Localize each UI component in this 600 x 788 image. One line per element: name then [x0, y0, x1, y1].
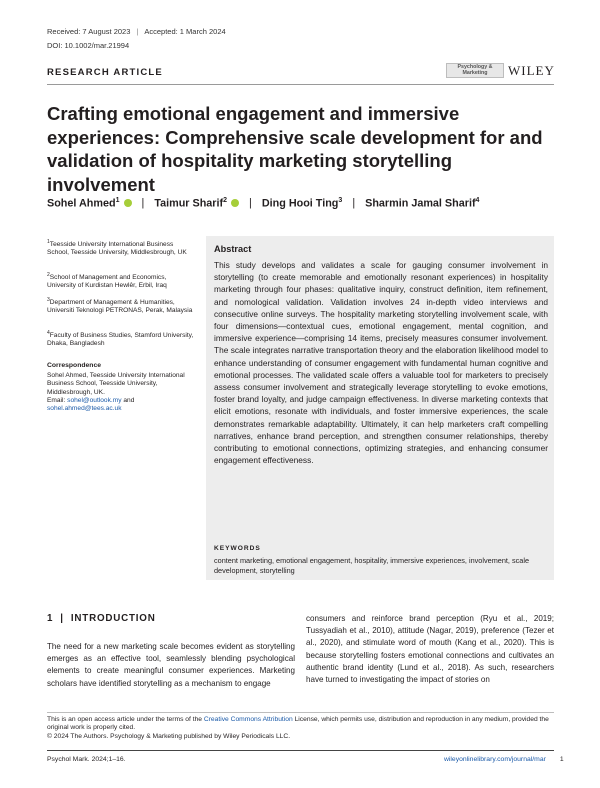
correspondence-body: Sohel Ahmed, Teesside University International Business School, Teesside University, Middlesbrough, UK. Email: sohel@outlook.my and sohel.ahmed@tees.ac.uk [47, 372, 185, 413]
body-text-left-column: The need for a new marketing scale becomes evident as storytelling emerges as an effective tool, seamlessly blending psychological elements to create meaningful consumer experiences. Marketing scholars have identified storytelling as a mechanism to engage [47, 642, 295, 688]
email-link[interactable]: sohel.ahmed@tees.ac.uk [47, 405, 122, 413]
body-text-right-column: consumers and reinforce brand perception (Ryu et al., 2019; Tussyadiah et al., 2010), attitude (Nagar, 2019), preference (Tezer et al., 2020), and stimulate word of mouth (Kang et al., 2020). This is because storytelling fosters emotional connections and cultivates an authentic brand identity (Lund et al., 2018). As such, researchers have turned to investigating the impact of stories on [306, 614, 554, 685]
journal-logo-text: Psychology & Marketing [457, 64, 493, 76]
section-heading: 1 | INTRODUCTION [47, 613, 156, 624]
footer-divider [47, 750, 554, 751]
author-name[interactable]: Ding Hooi Ting$^3$ [261, 197, 343, 210]
footer-right [444, 756, 564, 763]
author-list [47, 197, 557, 210]
header-divider [47, 84, 554, 85]
author-separator: | [141, 197, 145, 210]
affiliation: $^3$Department of Management & Humanities, Universiti Teknologi PETRONAS, Perak, Malaysia [47, 297, 193, 315]
orcid-icon[interactable] [231, 199, 239, 207]
author-separator: | [249, 197, 252, 210]
received-date: Received: 7 August 2023 [47, 27, 131, 36]
accepted-date: Accepted: 1 March 2024 [144, 27, 226, 36]
keywords-text: content marketing, emotional engagement, hospitality, immersive experiences, involvement, scale development, storytelling [214, 556, 530, 575]
article-title: Crafting emotional engagement and immersive experiences: Comprehensive scale development for and validation of hospitality marketing storytelling involvement [47, 103, 543, 195]
publisher-logo: WILEY [508, 63, 555, 78]
license-divider [47, 712, 554, 713]
footer-citation: Psychol Mark. 2024;1–16. [47, 756, 126, 763]
author-name[interactable]: Sharmin Jamal Sharif$^4$ [365, 197, 480, 210]
abstract-text: This study develops and validates a scale for gauging consumer involvement in storytelling (to create memorable and emotionally resonant experiences) in hospitality marketing through four phases: qualitative inquiry, construct definition, item refinement, and nomological validation. Validation involves 24 in-depth video interviews and consecutive online surveys. The hospitality marketing storytelling involvement scale, with four dimensions—contextual cues, emotional engagement, mental cognition, and immersive experience—comprising 14 items, precisely measures consumer involvement. The scale integrates narrative transportation theory and the elaboration likelihood model to enhance understanding of consumer engagement with fundamental human cognitive and emotional processes. The validated scale offers a valuable tool for marketers to precisely assess consumer involvement and strategically leverage storytelling to evoke emotions, foster brand loyalty, and judge campaign effectiveness. In diverse marketing contexts that elicit emotions, resonate with individuals, and foster immersive experiences, the scale demonstrates remarkable adaptability. Ultimately, it can help marketers craft compelling narratives, enhance brand perception, and strengthen consumer relationships, thereby contributing to emotional connections, optimizing strategies, and enhancing consumer engagement effectiveness. [214, 260, 548, 466]
affiliation: $^1$Teesside University International Business School, Teesside University, Middlesbrough, UK [47, 239, 187, 257]
affiliation: $^4$Faculty of Business Studies, Stamford University, Dhaka, Bangladesh [47, 330, 194, 348]
abstract-heading: Abstract [214, 244, 252, 254]
author-separator: | [352, 197, 356, 210]
doi[interactable]: DOI: 10.1002/mar.21994 [47, 41, 130, 50]
license-notice: This is an open access article under the terms of the Creative Commons Attribution License, which permits use, distribution and reproduction in any medium, provided the original work is properly cited. © 2024 The Authors. Psychology & Marketing published by Wiley Periodicals LLC. [47, 716, 549, 740]
author-name[interactable]: Sohel Ahmed$^1$ [47, 197, 120, 210]
page-number: 1 [559, 756, 564, 763]
correspondence-heading: Correspondence [47, 362, 102, 369]
orcid-icon[interactable] [124, 199, 132, 207]
affiliation: $^2$School of Management and Economics, University of Kurdistan Hewlêr, Erbil, Iraq [47, 272, 167, 290]
email-link[interactable]: sohel@outlook.my [67, 396, 122, 404]
keywords-heading: KEYWORDS [214, 545, 261, 552]
date-separator: | [136, 27, 139, 36]
article-dates [47, 27, 226, 36]
section-label: RESEARCH ARTICLE [47, 67, 163, 78]
journal-logo [446, 63, 504, 78]
license-link[interactable]: Creative Commons Attribution [203, 716, 293, 723]
journal-url[interactable]: wileyonlinelibrary.com/journal/mar [444, 756, 546, 763]
author-name[interactable]: Taimur Sharif$^2$ [154, 197, 228, 210]
